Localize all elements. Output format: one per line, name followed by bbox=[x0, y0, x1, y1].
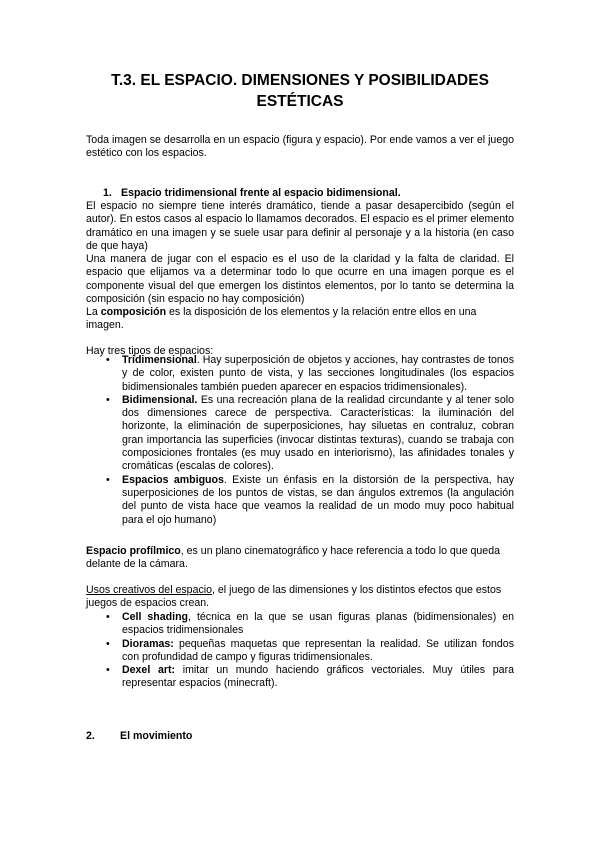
section-2-heading bbox=[86, 730, 192, 743]
list-item-term: Espacios ambiguos bbox=[122, 473, 224, 486]
space-types-list bbox=[106, 354, 514, 527]
usos-text: , el juego de las dimensiones y los distintos efectos que estos juegos de espacios crean. bbox=[86, 584, 502, 610]
list-item bbox=[106, 394, 514, 474]
bullet-icon: • bbox=[106, 354, 110, 366]
list-item-term: Tridimensional bbox=[122, 354, 197, 366]
bullet-icon: • bbox=[106, 664, 110, 677]
list-item-text: pequeñas maquetas que representan la realidad. Se utilizan fondos con profundidad de campo y figuras tridimensionales. bbox=[122, 637, 514, 663]
list-item-text: imitar un mundo haciendo gráficos vectoriales. Muy útiles para representar espacios (minecraft). bbox=[122, 664, 514, 690]
bullet-icon: • bbox=[106, 611, 110, 623]
section-1-paragraph-2: Una manera de jugar con el espacio es el uso de la claridad y la falta de claridad. El espacio que elijamos va a determinar todo lo que ocurre en una imagen porque es el componente visual del que emergen los distintos elementos, por lo tanto se determina la composición (sin espacio no hay composición) bbox=[86, 253, 514, 305]
section-2-number: 2. bbox=[86, 730, 95, 742]
list-item-text: . Hay superposición de objetos y acciones, hay contrastes de tonos y de color, existen punto de vista, y las secciones longitudinales (los espacios bidimensionales también pueden aparecer en espacios tridimensionales). bbox=[122, 354, 514, 393]
list-item bbox=[106, 354, 514, 394]
title-line-2: ESTÉTICAS bbox=[256, 93, 344, 110]
section-1-heading bbox=[103, 187, 401, 200]
usos-paragraph bbox=[86, 584, 514, 611]
title-line-1: T.3. EL ESPACIO. DIMENSIONES Y POSIBILIDADES bbox=[111, 72, 489, 89]
section-1-title: Espacio tridimensional frente al espacio bidimensional. bbox=[121, 187, 401, 199]
composicion-prefix: La bbox=[86, 306, 101, 318]
list-item-text: Es una recreación plana de la realidad circundante y al tener solo dos dimensiones carece de perspectiva. Características: la iluminación del horizonte, la eliminación de superposiciones, hay siluetas en contraluz, cobran gran importancia las superficies (invocar distintas texturas), cuando se trabaja con composiciones frontales (es muy usado en interiorismo), las afinidades tonales y cromáticas (escalas de colores). bbox=[122, 393, 514, 473]
usos-heading: Usos creativos del espacio bbox=[86, 584, 213, 596]
list-item bbox=[106, 474, 514, 527]
profilmico-text: , es un plano cinematográfico y hace referencia a todo lo que queda delante de la cámara. bbox=[86, 545, 500, 571]
intro-paragraph: Toda imagen se desarrolla en un espacio (figura y espacio). Por ende vamos a ver el juego estético con los espacios. bbox=[86, 134, 514, 160]
composicion-definition: es la disposición de los elementos y la relación entre ellos en una imagen. bbox=[86, 306, 477, 332]
profilmico-paragraph bbox=[86, 545, 514, 572]
profilmico-term: Espacio profílmico bbox=[86, 545, 181, 557]
list-item-term: Cell shading bbox=[122, 611, 189, 623]
bullet-icon: • bbox=[106, 393, 110, 406]
section-1-number: 1. bbox=[103, 187, 112, 199]
list-item bbox=[106, 664, 514, 691]
list-item-term: Dexel art: bbox=[122, 664, 176, 677]
list-item-text: . Existe un énfasis en la distorsión de la perspectiva, hay superposiciones de los puntos de vistas, se dan ángulos extremos (la angulación del punto de vista hace que veamos la realidad de un modo muy poco habitual para el ojo humano) bbox=[122, 473, 514, 526]
list-item-term: Bidimensional. bbox=[122, 393, 198, 406]
section-1-paragraph-3 bbox=[86, 306, 514, 333]
list-item bbox=[106, 638, 514, 665]
bullet-icon: • bbox=[106, 637, 110, 650]
list-item-text: , técnica en la que se usan figuras planas (bidimensionales) en espacios tridimensionales bbox=[122, 611, 514, 637]
composicion-term: composición bbox=[100, 306, 167, 318]
usos-list bbox=[106, 611, 514, 691]
section-1-paragraph-1: El espacio no siempre tiene interés dramático, tiende a pasar desapercibido (según el autor). En estos casos al espacio lo llamamos decorados. El espacio es el primer elemento dramático en una imagen y se suele usar para definir al personaje y a la historia (en caso de que haya) bbox=[86, 200, 514, 252]
space-types-intro: Hay tres tipos de espacios: bbox=[86, 345, 214, 357]
section-2-title: El movimiento bbox=[120, 730, 193, 742]
list-item-term: Dioramas: bbox=[122, 637, 174, 650]
list-item bbox=[106, 611, 514, 638]
page-title bbox=[70, 70, 530, 112]
bullet-icon: • bbox=[106, 473, 110, 486]
